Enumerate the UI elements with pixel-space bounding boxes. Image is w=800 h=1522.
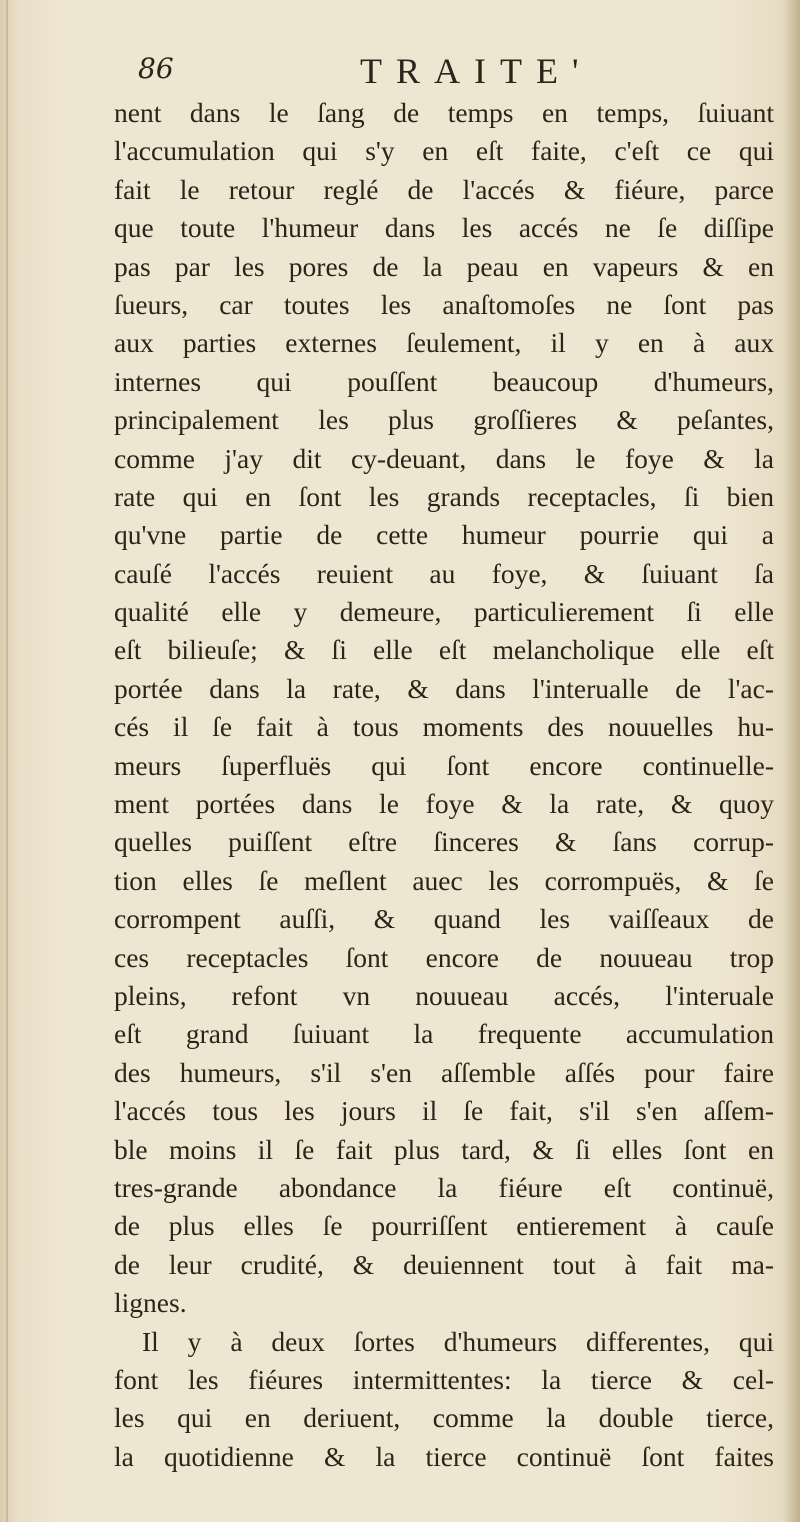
text-line: pas par les pores de la peau en vapeurs & en bbox=[114, 250, 774, 282]
text-line: corrompent auſſi, & quand les vaiſſeaux de bbox=[114, 903, 774, 935]
text-line: aux parties externes ſeulement, il y en à aux bbox=[114, 327, 774, 359]
text-line: rate qui en ſont les grands receptacles, ſi bien bbox=[114, 480, 774, 512]
text-line: l'accumulation qui s'y en eſt faite, c'eſt ce qui bbox=[114, 135, 774, 167]
text-line: que toute l'humeur dans les accés ne ſe diſſipe bbox=[114, 212, 774, 244]
text-line: quelles puiſſent eſtre ſinceres & ſans corrup- bbox=[114, 826, 774, 858]
running-title: TRAITE' bbox=[360, 51, 593, 91]
text-line: les qui en deriuent, comme la double tierce, bbox=[114, 1402, 774, 1434]
text-line: ment portées dans le foye & la rate, & quoy bbox=[114, 788, 774, 820]
text-line-paragraph-end: lignes. bbox=[114, 1287, 187, 1319]
text-line: meurs ſuperfluës qui ſont encore continuelle- bbox=[114, 749, 774, 781]
text-line: fait le retour reglé de l'accés & fiéure, parce bbox=[114, 173, 774, 205]
page-header bbox=[128, 52, 768, 96]
text-line: portée dans la rate, & dans l'interualle de l'ac- bbox=[114, 672, 774, 704]
text-line-paragraph-start: Il y à deux ſortes d'humeurs differentes, qui bbox=[142, 1325, 774, 1357]
text-line: pleins, refont vn nouueau accés, l'interuale bbox=[114, 979, 774, 1011]
text-line: ces receptacles ſont encore de nouueau trop bbox=[114, 941, 774, 973]
text-line: qu'vne partie de cette humeur pourrie qui a bbox=[114, 519, 774, 551]
body-text bbox=[114, 94, 774, 1476]
text-line: ble moins il ſe fait plus tard, & ſi elles ſont en bbox=[114, 1133, 774, 1165]
text-line: qualité elle y demeure, particulierement ſi elle bbox=[114, 596, 774, 628]
page-number: 86 bbox=[138, 52, 174, 85]
text-line: internes qui pouſſent beaucoup d'humeurs, bbox=[114, 365, 774, 397]
text-line: tion elles ſe meſlent auec les corrompuës, & ſe bbox=[114, 864, 774, 896]
page-edge-shadow bbox=[784, 0, 800, 1522]
text-line: l'accés tous les jours il ſe fait, s'il s'en aſſem- bbox=[114, 1095, 774, 1127]
text-line: cauſé l'accés reuient au foye, & ſuiuant ſa bbox=[114, 557, 774, 589]
text-line: font les fiéures intermittentes: la tierce & cel- bbox=[114, 1363, 774, 1395]
text-line: cés il ſe fait à tous moments des nouuelles hu- bbox=[114, 711, 774, 743]
binding-gutter bbox=[6, 0, 8, 1522]
text-line: de leur crudité, & deuiennent tout à fait ma- bbox=[114, 1248, 774, 1280]
text-line: eſt bilieuſe; & ſi elle eſt melancholique elle eſt bbox=[114, 634, 774, 666]
text-line: principalement les plus groſſieres & peſantes, bbox=[114, 404, 774, 436]
text-line: tres-grande abondance la fiéure eſt continuë, bbox=[114, 1171, 774, 1203]
text-line: la quotidienne & la tierce continuë ſont faites bbox=[114, 1440, 774, 1472]
text-line: de plus elles ſe pourriſſent entierement à cauſe bbox=[114, 1210, 774, 1242]
text-line: nent dans le ſang de temps en temps, ſuiuant bbox=[114, 97, 774, 128]
text-line: des humeurs, s'il s'en aſſemble aſſés pour faire bbox=[114, 1056, 774, 1088]
text-line: eſt grand ſuiuant la frequente accumulation bbox=[114, 1018, 774, 1050]
text-line: ſueurs, car toutes les anaſtomoſes ne ſont pas bbox=[114, 288, 774, 320]
text-line: comme j'ay dit cy-deuant, dans le foye & la bbox=[114, 442, 774, 474]
